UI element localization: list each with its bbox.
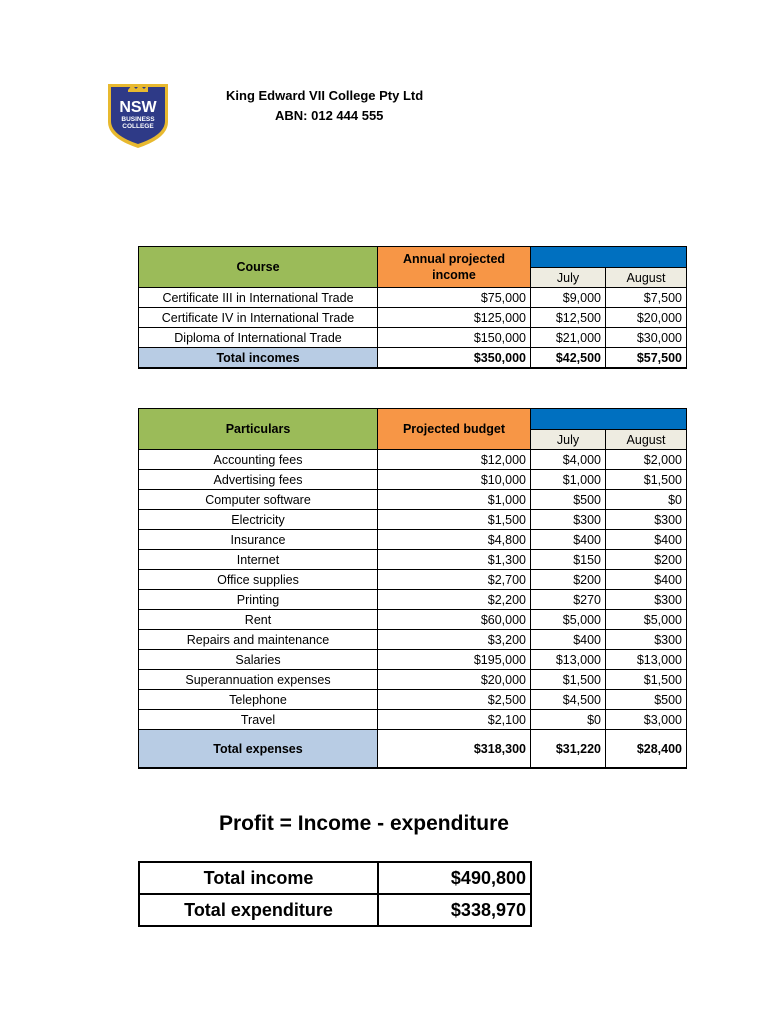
july-cell: $5,000 bbox=[531, 610, 606, 630]
month-july: July bbox=[531, 268, 606, 288]
annual-cell: $75,000 bbox=[378, 288, 531, 308]
total-august: $28,400 bbox=[606, 730, 687, 769]
income-table bbox=[138, 246, 687, 369]
table-row bbox=[139, 550, 687, 570]
course-cell: Certificate III in International Trade bbox=[139, 288, 378, 308]
august-cell: $3,000 bbox=[606, 710, 687, 730]
month-band bbox=[531, 247, 687, 268]
logo-business: BUSINESS bbox=[121, 116, 155, 123]
august-cell: $200 bbox=[606, 550, 687, 570]
august-cell: $400 bbox=[606, 570, 687, 590]
budget-cell: $4,800 bbox=[378, 530, 531, 550]
budget-cell: $3,200 bbox=[378, 630, 531, 650]
august-cell: $2,000 bbox=[606, 450, 687, 470]
august-cell: $300 bbox=[606, 510, 687, 530]
table-row bbox=[139, 610, 687, 630]
july-cell: $9,000 bbox=[531, 288, 606, 308]
month-july: July bbox=[531, 430, 606, 450]
item-cell: Salaries bbox=[139, 650, 378, 670]
july-cell: $200 bbox=[531, 570, 606, 590]
table-row bbox=[139, 670, 687, 690]
col-budget-header: Projected budget bbox=[378, 409, 531, 450]
budget-cell: $1,500 bbox=[378, 510, 531, 530]
total-annual: $350,000 bbox=[378, 348, 531, 369]
budget-cell: $12,000 bbox=[378, 450, 531, 470]
august-cell: $13,000 bbox=[606, 650, 687, 670]
august-cell: $20,000 bbox=[606, 308, 687, 328]
table-row bbox=[139, 570, 687, 590]
summary-table bbox=[138, 861, 532, 927]
logo-college: COLLEGE bbox=[122, 123, 154, 130]
total-budget: $318,300 bbox=[378, 730, 531, 769]
course-cell: Certificate IV in International Trade bbox=[139, 308, 378, 328]
july-cell: $21,000 bbox=[531, 328, 606, 348]
budget-cell: $2,200 bbox=[378, 590, 531, 610]
table-row bbox=[139, 470, 687, 490]
logo-nsw: NSW bbox=[119, 99, 157, 116]
budget-cell: $1,000 bbox=[378, 490, 531, 510]
july-cell: $150 bbox=[531, 550, 606, 570]
august-cell: $400 bbox=[606, 530, 687, 550]
item-cell: Travel bbox=[139, 710, 378, 730]
profit-formula: Profit = Income - expenditure bbox=[219, 812, 509, 835]
annual-cell: $150,000 bbox=[378, 328, 531, 348]
july-cell: $12,500 bbox=[531, 308, 606, 328]
item-cell: Advertising fees bbox=[139, 470, 378, 490]
item-cell: Computer software bbox=[139, 490, 378, 510]
budget-cell: $10,000 bbox=[378, 470, 531, 490]
table-row bbox=[139, 288, 687, 308]
item-cell: Electricity bbox=[139, 510, 378, 530]
table-row bbox=[139, 710, 687, 730]
july-cell: $400 bbox=[531, 630, 606, 650]
summary-row bbox=[139, 894, 531, 926]
table-row bbox=[139, 450, 687, 470]
july-cell: $13,000 bbox=[531, 650, 606, 670]
total-row bbox=[139, 730, 687, 769]
total-july: $31,220 bbox=[531, 730, 606, 769]
item-cell: Internet bbox=[139, 550, 378, 570]
july-cell: $4,500 bbox=[531, 690, 606, 710]
august-cell: $300 bbox=[606, 630, 687, 650]
july-cell: $1,500 bbox=[531, 670, 606, 690]
item-cell: Telephone bbox=[139, 690, 378, 710]
august-cell: $7,500 bbox=[606, 288, 687, 308]
july-cell: $270 bbox=[531, 590, 606, 610]
item-cell: Repairs and maintenance bbox=[139, 630, 378, 650]
july-cell: $400 bbox=[531, 530, 606, 550]
total-july: $42,500 bbox=[531, 348, 606, 369]
annual-cell: $125,000 bbox=[378, 308, 531, 328]
company-name: King Edward VII College Pty Ltd bbox=[226, 88, 424, 103]
july-cell: $300 bbox=[531, 510, 606, 530]
table-row bbox=[139, 328, 687, 348]
table-row bbox=[139, 530, 687, 550]
august-cell: $300 bbox=[606, 590, 687, 610]
item-cell: Accounting fees bbox=[139, 450, 378, 470]
july-cell: $0 bbox=[531, 710, 606, 730]
august-cell: $1,500 bbox=[606, 670, 687, 690]
table-row bbox=[139, 308, 687, 328]
month-august: August bbox=[606, 430, 687, 450]
total-expenditure-label: Total expenditure bbox=[139, 894, 378, 926]
budget-cell: $2,100 bbox=[378, 710, 531, 730]
august-cell: $500 bbox=[606, 690, 687, 710]
table-row bbox=[139, 510, 687, 530]
month-band bbox=[531, 409, 687, 430]
item-cell: Printing bbox=[139, 590, 378, 610]
course-cell: Diploma of International Trade bbox=[139, 328, 378, 348]
total-august: $57,500 bbox=[606, 348, 687, 369]
month-august: August bbox=[606, 268, 687, 288]
budget-cell: $60,000 bbox=[378, 610, 531, 630]
col-course-header: Course bbox=[139, 247, 378, 288]
august-cell: $0 bbox=[606, 490, 687, 510]
august-cell: $1,500 bbox=[606, 470, 687, 490]
budget-cell: $1,300 bbox=[378, 550, 531, 570]
budget-cell: $2,500 bbox=[378, 690, 531, 710]
budget-cell: $2,700 bbox=[378, 570, 531, 590]
total-expenses-label: Total expenses bbox=[139, 730, 378, 769]
item-cell: Office supplies bbox=[139, 570, 378, 590]
total-income-value: $490,800 bbox=[378, 862, 531, 894]
budget-cell: $20,000 bbox=[378, 670, 531, 690]
total-income-label: Total income bbox=[139, 862, 378, 894]
july-cell: $500 bbox=[531, 490, 606, 510]
table-row bbox=[139, 630, 687, 650]
abn: ABN: 012 444 555 bbox=[275, 108, 384, 123]
budget-cell: $195,000 bbox=[378, 650, 531, 670]
expense-table bbox=[138, 408, 687, 769]
summary-row bbox=[139, 862, 531, 894]
col-annual-header: Annual projected income bbox=[378, 247, 531, 288]
total-expenditure-value: $338,970 bbox=[378, 894, 531, 926]
col-particulars-header: Particulars bbox=[139, 409, 378, 450]
table-row bbox=[139, 690, 687, 710]
total-incomes-label: Total incomes bbox=[139, 348, 378, 369]
august-cell: $5,000 bbox=[606, 610, 687, 630]
july-cell: $4,000 bbox=[531, 450, 606, 470]
total-row bbox=[139, 348, 687, 369]
table-row bbox=[139, 650, 687, 670]
nsw-business-college-logo bbox=[104, 78, 172, 150]
item-cell: Insurance bbox=[139, 530, 378, 550]
item-cell: Superannuation expenses bbox=[139, 670, 378, 690]
july-cell: $1,000 bbox=[531, 470, 606, 490]
august-cell: $30,000 bbox=[606, 328, 687, 348]
table-row bbox=[139, 490, 687, 510]
table-row bbox=[139, 590, 687, 610]
item-cell: Rent bbox=[139, 610, 378, 630]
